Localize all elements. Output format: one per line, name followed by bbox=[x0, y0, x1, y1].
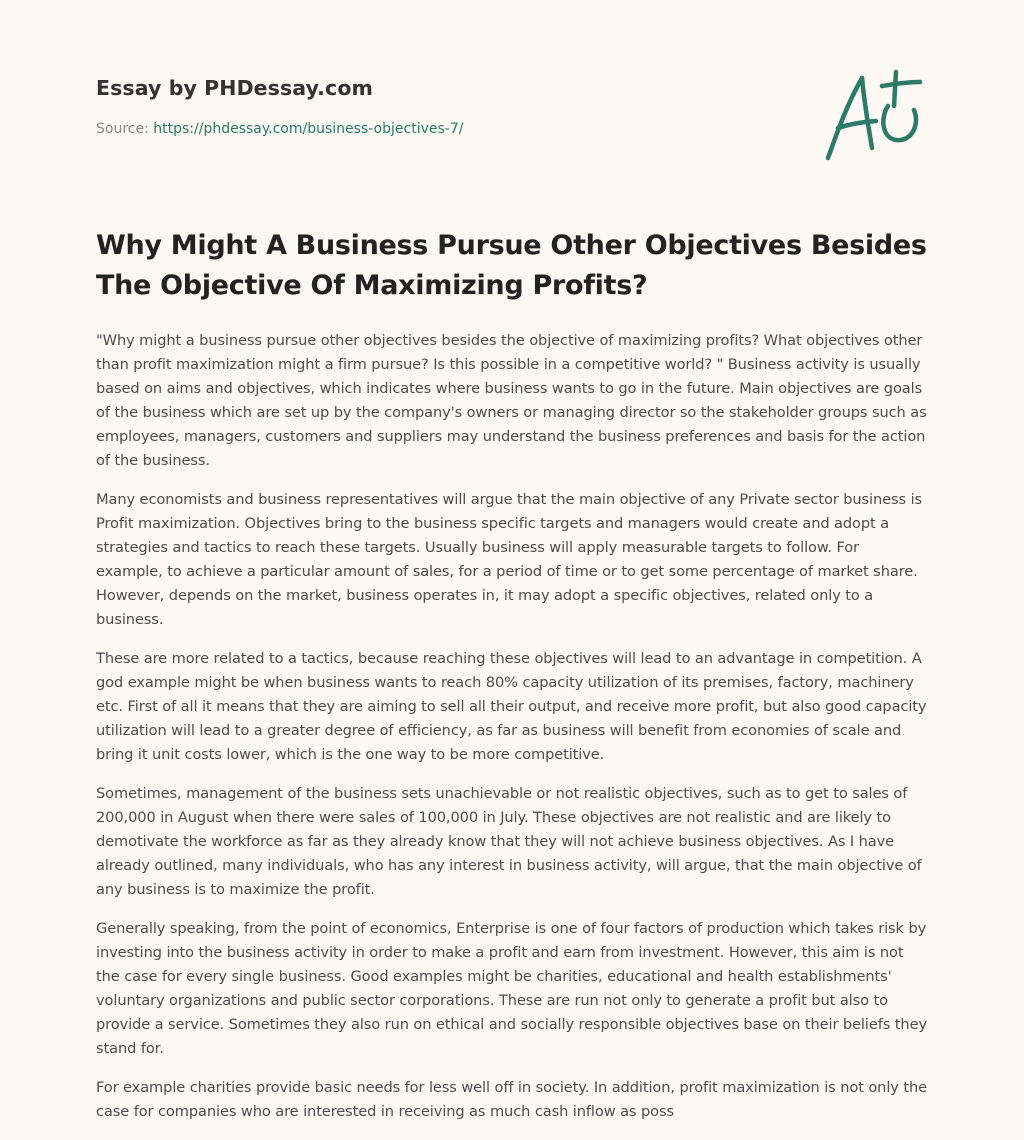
site-brand: Essay by PHDessay.com bbox=[96, 76, 373, 100]
essay-paragraph: Sometimes, management of the business sets unachievable or not realistic objectives, such as to get to sales of 200,000 in August when there were sales of 100,000 in July. These objectives are not realistic and are likely to demotivate the workforce as far as they already know that they will not achieve business objectives. As I have already outlined, many individuals, who has any interest in business activity, will argue, that the main objective of any business is to maximize the profit. bbox=[96, 785, 922, 898]
essay-title: Why Might A Business Pursue Other Objectives Besides The Objective Of Maximizing Profits? bbox=[96, 230, 927, 301]
source-label: Source: bbox=[96, 121, 149, 137]
a-plus-logo-icon bbox=[822, 66, 932, 166]
source-line bbox=[96, 121, 928, 137]
essay-paragraph: Many economists and business representatives will argue that the main objective of any Private sector business is Profit maximization. Objectives bring to the business specific targets and managers would create and adopt a strategies and tactics to reach these targets. Usually business will apply measurable targets to follow. For example, to achieve a particular amount of sales, for a period of time or to get some percentage of market share. However, depends on the market, business operates in, it may adopt a specific objectives, related only to a business. bbox=[96, 491, 923, 628]
essay-body bbox=[96, 329, 928, 1124]
essay-paragraph: For example charities provide basic needs for less well off in society. In addition, profit maximization is not only the case for companies who are interested in receiving as much cash inflow as poss bbox=[96, 1079, 928, 1120]
source-link[interactable]: https://phdessay.com/business-objectives-7/ bbox=[153, 121, 464, 137]
essay-paragraph: These are more related to a tactics, because reaching these objectives will lead to an advantage in competition. A god example might be when business wants to reach 80% capacity utilization of its premises, factory, machinery etc. First of all it means that they are aiming to sell all their output, and receive more profit, but also good capacity utilization will lead to a greater degree of efficiency, as far as business will benefit from economies of scale and bring it unit costs lower, which is the one way to be more competitive. bbox=[96, 650, 927, 763]
essay-paragraph: Generally speaking, from the point of economics, Enterprise is one of four factors of production which takes risk by investing into the business activity in order to make a profit and earn from investment. However, this aim is not the case for every single business. Good examples might be charities, educational and health establishments' voluntary organizations and public sector corporations. These are run not only to generate a profit but also to provide a service. Sometimes they also run on ethical and socially responsible objectives base on their beliefs they stand for. bbox=[96, 920, 927, 1057]
essay-paragraph: "Why might a business pursue other objectives besides the objective of maximizing profits? What objectives other than profit maximization might a firm pursue? Is this possible in a competitive world? " Business activity is usually based on aims and objectives, which indicates where business wants to go in the future. Main objectives are goals of the business which are set up by the company's owners or managing director so the stakeholder groups such as employees, managers, customers and suppliers may understand the business preferences and basis for the action of the business. bbox=[96, 332, 927, 469]
essay-article bbox=[96, 226, 928, 1139]
site-header bbox=[96, 76, 928, 137]
